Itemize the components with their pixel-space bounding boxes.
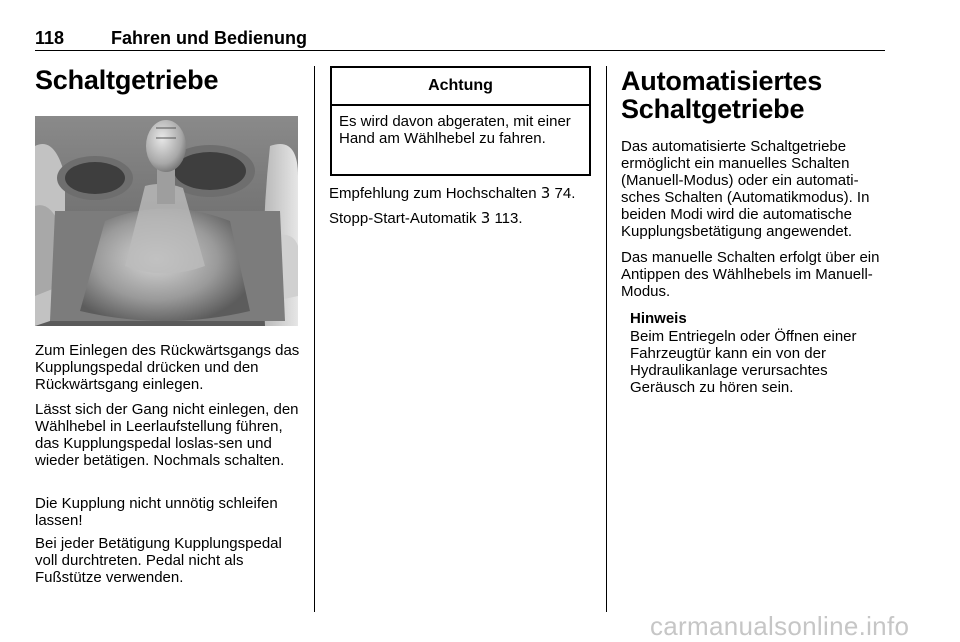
warning-text: Es wird davon abgeraten, mit einer Hand am Wählhebel zu fahren. xyxy=(339,113,571,147)
paragraph-clutch-slip: Die Kupplung nicht unnötig schleifen lassen! xyxy=(35,495,278,529)
paragraph-manual-shifting: Das manuelle Schalten erfolgt über ein Antippen des Wählhebels im Manuell-Modus. xyxy=(621,249,880,300)
page-header xyxy=(35,28,885,50)
column-divider-left xyxy=(314,66,315,612)
paragraph-clutch-pedal: Bei jeder Betätigung Kupplungspedal voll durchtreten. Pedal nicht als Fußstütze verwenden. xyxy=(35,535,282,586)
page-number: 118 xyxy=(35,28,65,48)
cross-reference-page: 113. xyxy=(494,210,523,227)
watermark: carmanualsonline.info xyxy=(650,611,910,641)
gear-shift-lever-photo xyxy=(35,116,298,326)
warning-title: Achtung xyxy=(428,77,493,94)
note-text: Beim Entriegeln oder Öffnen einer Fahrzeugtür kann ein von der Hydraulikanlage verursachtes Geräusch zu hören sein. xyxy=(630,328,857,396)
paragraph-automated-gearbox: Das automatisierte Schaltgetriebe ermöglicht ein manuelles Schalten (Manuell-Modus) oder ein automati-sches Schalten (Automatikmodus). In beiden Modi wird die automatische Kupplungsbetätigung angewendet. xyxy=(621,138,870,240)
page-reference-icon: 3 xyxy=(480,209,491,227)
paragraph-gear-not-engaging: Lässt sich der Gang nicht einlegen, den Wählhebel in Leerlaufstellung führen, das Kupplungspedal loslas-sen und wieder betätigen. Nochmals schalten. xyxy=(35,401,299,469)
cross-reference-stop-start[interactable] xyxy=(329,210,604,227)
cross-reference-text: Stopp-Start-Automatik xyxy=(329,210,477,227)
header-rule xyxy=(35,50,885,51)
section-heading-automatisiertes-schaltgetriebe xyxy=(621,67,891,123)
heading-line-2: Schaltgetriebe xyxy=(621,94,805,124)
heading-line-1: Automatisiertes xyxy=(621,66,823,96)
page-reference-icon: 3 xyxy=(540,184,551,202)
warning-box xyxy=(330,66,591,176)
cross-reference-text: Empfehlung zum Hochschalten xyxy=(329,185,537,202)
running-title: Fahren und Bedienung xyxy=(111,28,307,48)
note-title: Hinweis xyxy=(630,310,687,327)
cross-reference-page: 74. xyxy=(554,185,576,202)
section-heading-schaltgetriebe: Schaltgetriebe xyxy=(35,65,219,95)
column-divider-right xyxy=(606,66,607,612)
warning-divider xyxy=(332,104,589,106)
paragraph-reverse-gear: Zum Einlegen des Rückwärtsgangs das Kupplungspedal drücken und den Rückwärtsgang einlegen. xyxy=(35,342,300,393)
cross-reference-upshift[interactable] xyxy=(329,185,604,202)
